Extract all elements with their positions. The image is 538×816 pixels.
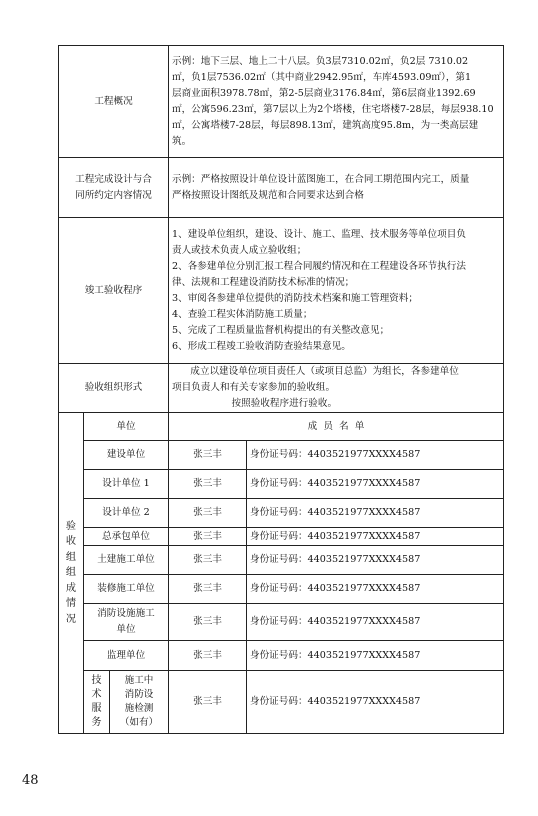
members-header-row <box>59 413 504 441</box>
tech-service-sub-label <box>110 671 169 734</box>
organization-line: 成立以建设单位项目责任人（或项目总监）为组长，各参建单位 <box>190 366 459 377</box>
procedure-line: 6、形成工程竣工验收消防查验结果意见。 <box>172 340 351 352</box>
side-label-char: 收 <box>65 536 77 548</box>
organization-row <box>59 364 504 413</box>
member-row <box>59 441 504 470</box>
member-unit: 设计单位 2 <box>84 499 169 528</box>
member-name: 张三丰 <box>169 575 247 604</box>
completion-line: 示例：严格按照设计单位设计蓝图施工，在合同工期范围内完工，质量 <box>172 173 470 185</box>
member-unit <box>84 604 169 641</box>
member-row <box>59 470 504 499</box>
member-unit: 总承包单位 <box>84 528 169 546</box>
completion-label <box>59 158 169 218</box>
procedure-line: 5、完成了工程质量监督机构提出的有关整改意见； <box>172 324 390 336</box>
member-unit: 建设单位 <box>84 441 169 470</box>
organization-content <box>169 364 504 413</box>
procedure-line: 律、法规和工程建设消防技术标准的情况； <box>172 276 355 288</box>
member-unit: 装修施工单位 <box>84 575 169 604</box>
member-name: 张三丰 <box>169 499 247 528</box>
member-unit: 监理单位 <box>84 641 169 671</box>
side-label-char: 况 <box>65 613 77 625</box>
completion-label-line: 工程完成设计与合 <box>75 173 152 185</box>
member-name: 张三丰 <box>169 441 247 470</box>
procedure-label: 竣工验收程序 <box>59 218 169 364</box>
tech-sub-line: 施工中 <box>124 675 154 686</box>
overview-content <box>169 46 504 158</box>
side-label-char: 组 <box>65 567 77 579</box>
members-side-label <box>59 413 84 734</box>
completion-row <box>59 158 504 218</box>
tech-group-char: 术 <box>91 689 102 700</box>
completion-line: 严格按照设计图纸及规范和合同要求达到合格 <box>172 189 364 201</box>
overview-line: 筑。 <box>172 135 192 147</box>
organization-line: 项目负责人和有关专家参加的验收组。 <box>172 382 336 393</box>
procedure-row <box>59 218 504 364</box>
unit-header: 单位 <box>84 413 169 441</box>
tech-group-char: 服 <box>91 703 102 714</box>
members-header: 成 员 名 单 <box>169 413 504 441</box>
organization-line: 按照验收程序进行验收。 <box>231 398 338 409</box>
completion-content <box>169 158 504 218</box>
procedure-line: 1、建设单位组织，建设、设计、施工、监理、技术服务等单位项目负 <box>172 228 466 240</box>
tech-service-row <box>59 671 504 734</box>
page-number: 48 <box>22 773 39 788</box>
member-row <box>59 641 504 671</box>
completion-label-line: 同所约定内容情况 <box>75 189 152 201</box>
member-row <box>59 499 504 528</box>
member-id: 身份证号码：4403521977XXXX4587 <box>247 604 504 641</box>
member-row <box>59 575 504 604</box>
member-name: 张三丰 <box>169 671 247 734</box>
tech-sub-line: （如有） <box>119 717 159 728</box>
side-label-char: 情 <box>65 598 77 610</box>
tech-service-group-label <box>84 671 110 734</box>
tech-sub-line: 消防设 <box>124 689 154 700</box>
member-id: 身份证号码：4403521977XXXX4587 <box>247 546 504 575</box>
procedure-content <box>169 218 504 364</box>
member-id: 身份证号码：4403521977XXXX4587 <box>247 441 504 470</box>
member-id: 身份证号码：4403521977XXXX4587 <box>247 575 504 604</box>
acceptance-form-table <box>58 45 504 734</box>
tech-group-char: 务 <box>91 717 102 728</box>
member-name: 张三丰 <box>169 546 247 575</box>
overview-line: 层商业面积3978.78㎡，第2-5层商业3176.84㎡，第6层商业1392.69 <box>172 87 476 99</box>
member-row <box>59 604 504 641</box>
overview-line: ㎡，公寓596.23㎡，第7层以上为2个塔楼，住宅塔楼7-28层，每层938.10 <box>172 103 494 115</box>
member-unit-line: 单位 <box>116 624 136 635</box>
procedure-line: 2、各参建单位分别汇报工程合同履约情况和在工程建设各环节执行法 <box>172 260 466 272</box>
side-label-char: 组 <box>65 551 77 563</box>
member-row <box>59 546 504 575</box>
tech-group-char: 技 <box>91 675 102 686</box>
side-label-char: 验 <box>65 520 77 532</box>
procedure-line: 3、审阅各参建单位提供的消防技术档案和施工管理资料； <box>172 292 418 304</box>
member-unit-line: 消防设施施工 <box>97 608 155 619</box>
member-id: 身份证号码：4403521977XXXX4587 <box>247 671 504 734</box>
member-row <box>59 528 504 546</box>
member-id: 身份证号码：4403521977XXXX4587 <box>247 470 504 499</box>
tech-sub-line: 施检测 <box>124 703 154 714</box>
overview-line: 示例：地下三层、地上二十八层。负3层7310.02㎡，负2层 7310.02 <box>172 55 469 67</box>
member-id: 身份证号码：4403521977XXXX4587 <box>247 528 504 546</box>
member-unit: 设计单位 1 <box>84 470 169 499</box>
side-label-char: 成 <box>65 582 77 594</box>
procedure-line: 责人或技术负责人成立验收组； <box>172 244 307 256</box>
overview-row <box>59 46 504 158</box>
procedure-line: 4、查验工程实体消防施工质量； <box>172 308 313 320</box>
member-id: 身份证号码：4403521977XXXX4587 <box>247 499 504 528</box>
overview-label: 工程概况 <box>59 46 169 158</box>
member-unit: 土建施工单位 <box>84 546 169 575</box>
member-id: 身份证号码：4403521977XXXX4587 <box>247 641 504 671</box>
organization-label: 验收组织形式 <box>59 364 169 413</box>
member-name: 张三丰 <box>169 604 247 641</box>
member-name: 张三丰 <box>169 470 247 499</box>
member-name: 张三丰 <box>169 528 247 546</box>
overview-line: ㎡，负1层7536.02㎡（其中商业2942.95㎡，车库4593.09㎡），第1 <box>172 71 472 83</box>
member-name: 张三丰 <box>169 641 247 671</box>
overview-line: ㎡，公寓塔楼7-28层，每层898.13㎡，建筑高度95.8m，为一类高层建 <box>172 119 479 131</box>
